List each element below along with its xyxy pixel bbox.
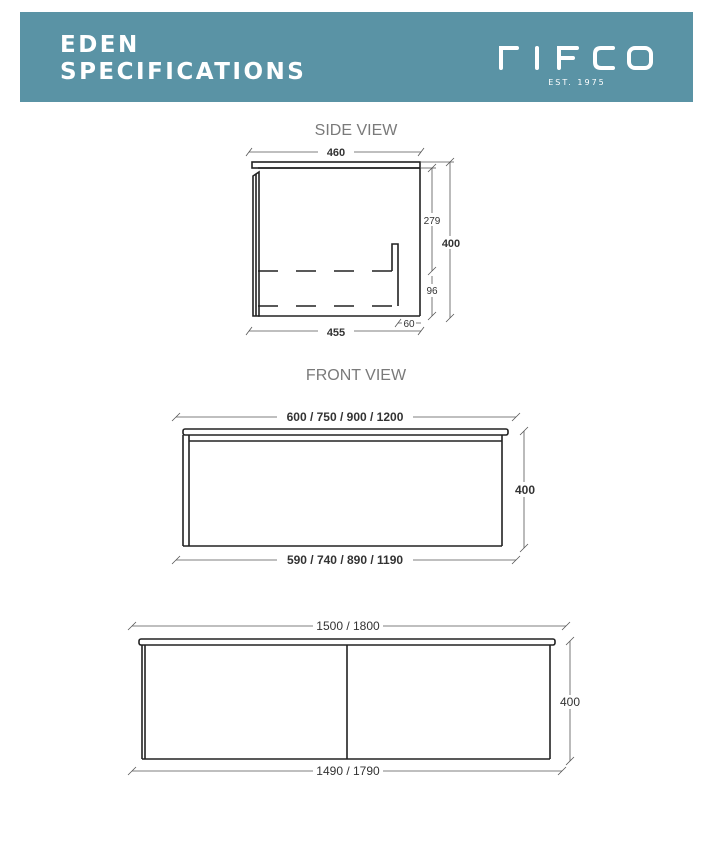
side-lower-section-label: 96 — [426, 286, 438, 297]
double-front-view — [128, 619, 582, 778]
side-cabinet — [252, 162, 420, 316]
side-toe-label: 60 — [403, 319, 415, 330]
front-top-width-label: 600 / 750 / 900 / 1200 — [286, 410, 404, 424]
front-view-title: FRONT VIEW — [305, 367, 407, 384]
title-line-1: EDEN — [60, 32, 140, 58]
side-upper-section-label: 279 — [423, 216, 441, 227]
double-top-width-label: 1500 / 1800 — [316, 619, 380, 633]
front-bottom-width-label: 590 / 740 / 890 / 1190 — [286, 553, 404, 567]
double-height-label: 400 — [559, 695, 581, 709]
side-height-label: 400 — [441, 238, 461, 250]
side-bottom-width-label: 455 — [326, 327, 346, 339]
side-view — [246, 122, 464, 339]
title-line-2: SPECIFICATIONS — [60, 59, 307, 85]
double-bottom-width-label: 1490 / 1790 — [316, 764, 380, 778]
double-cabinet — [139, 639, 555, 759]
side-view-title: SIDE VIEW — [314, 122, 398, 139]
logo-tagline: EST. 1975 — [548, 78, 606, 87]
front-view — [172, 367, 540, 567]
front-cabinet — [183, 429, 508, 546]
front-height-label: 400 — [514, 483, 536, 497]
side-top-width-label: 460 — [326, 147, 346, 159]
